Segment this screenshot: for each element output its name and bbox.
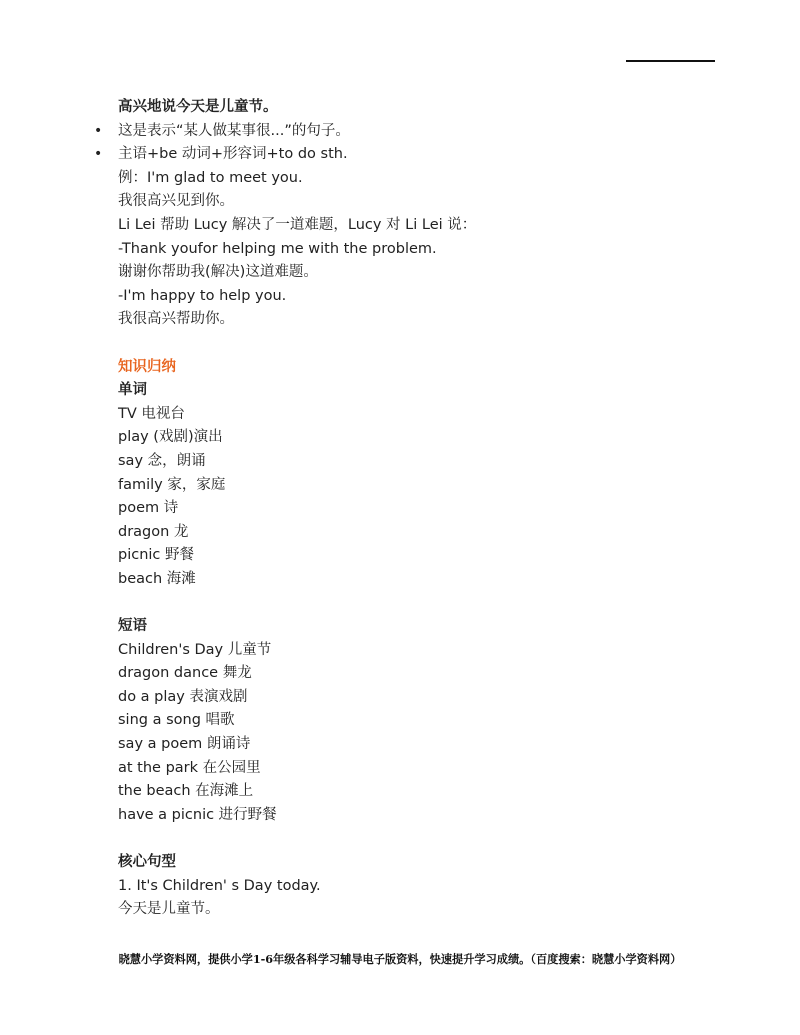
word-item: say 念，朗诵 [118, 452, 206, 469]
phrase-item: sing a song 唱歌 [118, 712, 235, 729]
example-line: 谢谢你帮助我(解决)这道难题。 [118, 264, 318, 281]
example-line: -Thank youfor helping me with the problem. [118, 240, 437, 257]
word-item: dragon 龙 [118, 523, 189, 540]
header-rule [626, 60, 715, 62]
phrases-heading: 短语 [118, 618, 147, 635]
section-title: 知识归纳 [118, 358, 176, 375]
word-item: poem 诗 [118, 500, 179, 517]
sentence-item: 1. It's Children' s Day today. [118, 877, 321, 894]
word-item: play (戏剧)演出 [118, 429, 223, 446]
word-item: family 家，家庭 [118, 476, 226, 493]
page-footer: 晓慧小学资料网，提供小学1-6年级各科学习辅导电子版资料，快速提升学习成绩。（百度搜索：晓慧小学资料网） [118, 952, 682, 966]
phrase-item: Children's Day 儿童节 [118, 641, 272, 658]
phrase-item: the beach 在海滩上 [118, 783, 254, 800]
word-item: TV 电视台 [118, 405, 185, 422]
word-item: picnic 野餐 [118, 547, 195, 564]
bullet-item: • 这是表示“某人做某事很...”的句子。 [118, 120, 718, 144]
phrase-item: dragon dance 舞龙 [118, 665, 252, 682]
example-line: -I'm happy to help you. [118, 287, 287, 304]
document-body [118, 96, 718, 922]
phrase-item: at the park 在公园里 [118, 759, 261, 776]
example-line: 我很高兴帮助你。 [118, 311, 234, 328]
example-line: Li Lei 帮助 Lucy 解决了一道难题，Lucy 对 Li Lei 说： [118, 216, 477, 233]
example-line: 例：I'm glad to meet you. [118, 169, 303, 186]
sentences-heading: 核心句型 [118, 854, 176, 870]
phrase-item: do a play 表演戏剧 [118, 688, 248, 705]
example-line: 我很高兴见到你。 [118, 193, 234, 210]
word-item: beach 海滩 [118, 570, 196, 587]
bullet-item: • 主语+be 动词+形容词+to do sth. [118, 143, 718, 167]
words-heading: 单词 [118, 382, 147, 399]
phrase-item: say a poem 朗诵诗 [118, 736, 251, 753]
intro-heading: 高兴地说今天是儿童节。 [118, 99, 278, 115]
phrase-item: have a picnic 进行野餐 [118, 806, 277, 823]
sentence-item: 今天是儿童节。 [118, 901, 220, 918]
